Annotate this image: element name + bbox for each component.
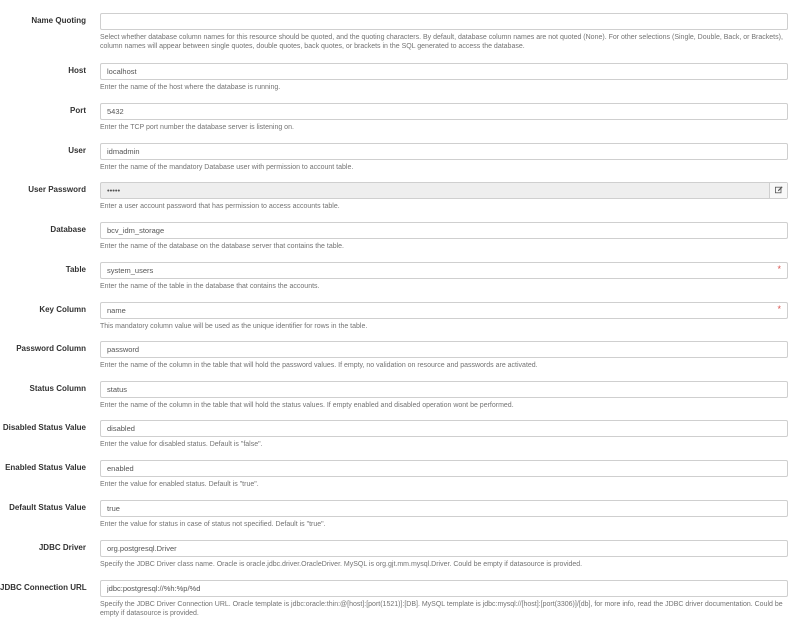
user-field (100, 143, 788, 160)
password-column-input[interactable] (101, 342, 787, 357)
table-help-text: Enter the name of the table in the database that contains the accounts. (100, 283, 320, 290)
form-row-user (0, 143, 800, 183)
name-quoting-field (100, 13, 788, 30)
host-label: Host (68, 66, 86, 75)
enabled-status-value-input[interactable] (101, 461, 787, 476)
disabled-status-value-field (100, 420, 788, 437)
jdbc-connection-url-help-text: Specify the JDBC Driver Connection URL. Oracle template is jdbc:oracle:thin:@[host]:[port(1521)]:[DB]. MySQL template is jdbc:mysql://[host]:[port(3306)]/[db], for more info, read the JDBC driver documentation. Could be empty if datasource is provided. (100, 601, 783, 617)
key-column-input[interactable] (101, 303, 771, 318)
port-label: Port (70, 106, 86, 115)
port-input[interactable] (101, 104, 787, 119)
form-row-host (0, 63, 800, 103)
database-label: Database (50, 225, 86, 234)
default-status-value-label: Default Status Value (9, 503, 86, 512)
jdbc-driver-help-text: Specify the JDBC Driver class name. Oracle is oracle.jdbc.driver.OracleDriver. MySQL is org.gjt.mm.mysql.Driver. Could be empty if datasource is provided. (100, 561, 583, 568)
name-quoting-input[interactable] (101, 14, 787, 29)
port-field (100, 103, 788, 120)
status-column-input[interactable] (101, 382, 787, 397)
user-password-input (101, 183, 771, 198)
password-column-help-text: Enter the name of the column in the table that will hold the password values. If empty, no validation on resource and passwords are activated. (100, 362, 538, 369)
form-row-password-column (0, 341, 800, 381)
jdbc-driver-input[interactable] (101, 541, 787, 556)
host-input[interactable] (101, 64, 787, 79)
default-status-value-help-text: Enter the value for status in case of status not specified. Default is "true". (100, 521, 326, 528)
edit-password-button[interactable] (769, 183, 787, 198)
form-row-key-column (0, 302, 800, 342)
status-column-field (100, 381, 788, 398)
table-input[interactable] (101, 263, 771, 278)
user-help-text: Enter the name of the mandatory Database user with permission to account table. (100, 164, 354, 171)
jdbc-driver-label: JDBC Driver (38, 543, 86, 552)
disabled-status-value-help-text: Enter the value for disabled status. Default is "false". (100, 441, 263, 448)
jdbc-connection-url-field (100, 580, 788, 597)
password-column-label: Password Column (16, 344, 86, 353)
disabled-status-value-label: Disabled Status Value (2, 423, 86, 432)
form-row-enabled-status-value (0, 460, 800, 500)
jdbc-driver-field (100, 540, 788, 557)
jdbc-connection-url-input[interactable] (101, 581, 787, 596)
form-row-port (0, 103, 800, 143)
port-help-text: Enter the TCP port number the database server is listening on. (100, 124, 294, 131)
form-row-default-status-value (0, 500, 800, 540)
status-column-label: Status Column (29, 384, 86, 393)
key-column-label: Key Column (39, 305, 86, 314)
user-label: User (68, 146, 86, 155)
enabled-status-value-help-text: Enter the value for enabled status. Default is "true". (100, 481, 259, 488)
form-row-name-quoting (0, 13, 800, 53)
user-password-field (100, 182, 788, 199)
table-field (100, 262, 788, 279)
form-row-jdbc-connection-url (0, 580, 800, 620)
database-help-text: Enter the name of the database on the database server that contains the table. (100, 243, 344, 250)
default-status-value-input[interactable] (101, 501, 787, 516)
status-column-help-text: Enter the name of the column in the table that will hold the status values. If empty enabled and disabled operation wont be performed. (100, 402, 514, 409)
form-row-database (0, 222, 800, 262)
table-label: Table (65, 265, 86, 274)
default-status-value-field (100, 500, 788, 517)
key-column-help-text: This mandatory column value will be used as the unique identifier for rows in the table. (100, 323, 368, 330)
form-row-table (0, 262, 800, 302)
database-field (100, 222, 788, 239)
form-row-jdbc-driver (0, 540, 800, 580)
edit-icon (775, 186, 783, 196)
host-help-text: Enter the name of the host where the database is running. (100, 84, 281, 91)
enabled-status-value-field (100, 460, 788, 477)
form-row-user-password (0, 182, 800, 222)
user-password-help-text: Enter a user account password that has permission to access accounts table. (100, 203, 340, 210)
required-indicator: * (777, 304, 781, 314)
form-row-disabled-status-value (0, 420, 800, 460)
disabled-status-value-input[interactable] (101, 421, 787, 436)
user-input[interactable] (101, 144, 787, 159)
jdbc-connection-url-label: JDBC Connection URL (0, 583, 87, 592)
required-indicator: * (777, 264, 781, 274)
enabled-status-value-label: Enabled Status Value (5, 463, 86, 472)
password-column-field (100, 341, 788, 358)
name-quoting-label: Name Quoting (31, 16, 86, 25)
name-quoting-help-text: Select whether database column names for this resource should be quoted, and the quoting characters. By default, database column names are not quoted (None). For other selections (Single, Double, Back, or Brackets), column names will appear between single quotes, double quotes, back quotes, or brackets in the SQL generated to access the database. (100, 34, 783, 50)
key-column-field (100, 302, 788, 319)
database-input[interactable] (101, 223, 787, 238)
user-password-label: User Password (28, 185, 86, 194)
host-field (100, 63, 788, 80)
form-row-status-column (0, 381, 800, 421)
